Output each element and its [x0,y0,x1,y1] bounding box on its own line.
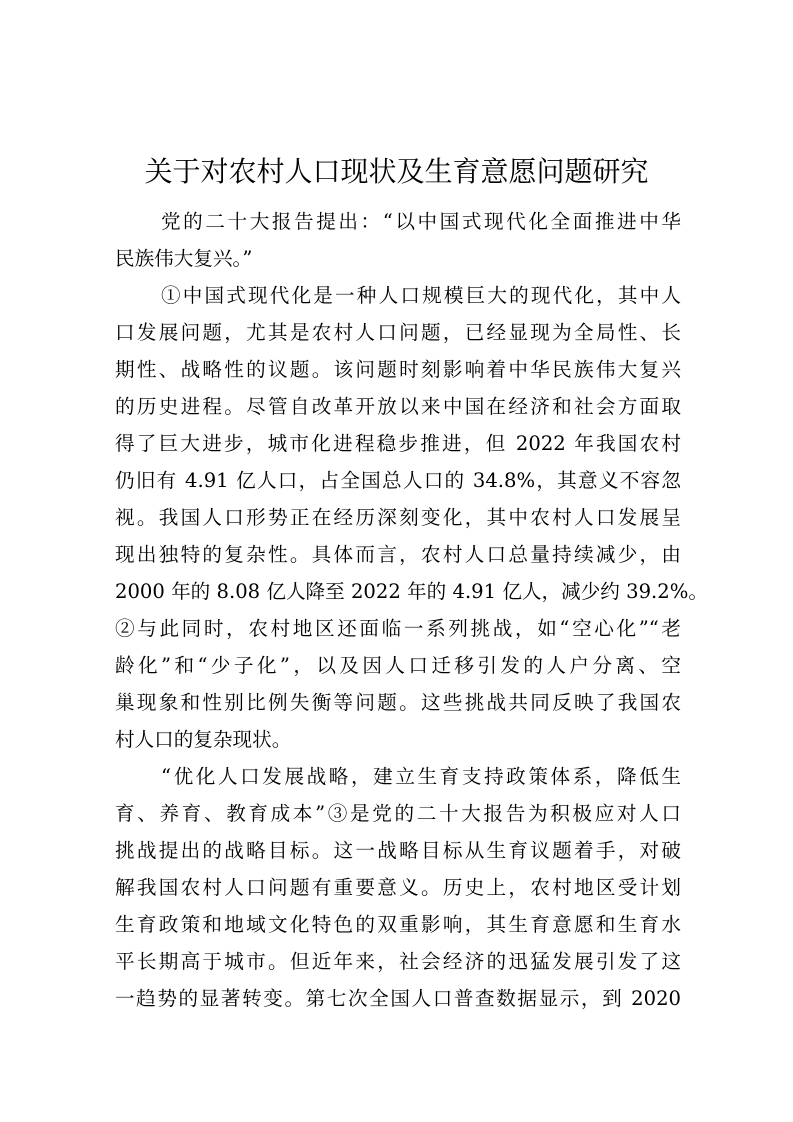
document-body [115,203,708,1017]
text-line: 口发展问题，尤其是农村人口问题，已经显现为全局性、长 [115,321,681,344]
text-line: 现出独特的复杂性。具体而言，农村人口总量持续减少，由 [115,543,681,566]
text-line: 生育政策和地域文化特色的双重影响，其生育意愿和生育水 [115,913,681,936]
text-line: ①中国式现代化是一种人口规模巨大的现代化，其中人 [161,284,681,307]
text-line: 育、养育、教育成本”③是党的二十大报告为积极应对人口 [115,802,681,825]
text-line: 的历史进程。尽管自改革开放以来中国在经济和社会方面取 [115,395,681,418]
text-line: 村人口的复杂现状。 [115,728,292,751]
text-line: “优化人口发展战略，建立生育支持政策体系，降低生 [161,765,681,788]
text-line: 龄化”和“少子化”，以及因人口迁移引发的人户分离、空 [115,654,681,677]
document-title: 关于对农村人口现状及生育意愿问题研究 [144,155,649,188]
text-line: 仍旧有 4.91 亿人口，占全国总人口的 34.8%，其意义不容忽 [115,469,681,492]
text-line: 巢现象和性别比例失衡等问题。这些挑战共同反映了我国农 [115,691,681,714]
text-line: 期性、战略性的议题。该问题时刻影响着中华民族伟大复兴 [115,358,681,381]
text-line: 平长期高于城市。但近年来，社会经济的迅猛发展引发了这 [115,950,681,973]
text-line: 得了巨大进步，城市化进程稳步推进，但 2022 年我国农村 [115,432,681,455]
text-line: 民族伟大复兴。” [115,247,253,270]
text-line: 一趋势的显著转变。第七次全国人口普查数据显示，到 2020 [115,987,681,1010]
text-line: 2000 年的 8.08 亿人降至 2022 年的 4.91 亿人，减少约 39.2%。 [115,580,708,603]
text-line: 视。我国人口形势正在经历深刻变化，其中农村人口发展呈 [115,506,681,529]
text-line: 挑战提出的战略目标。这一战略目标从生育议题着手，对破 [115,839,681,862]
text-line: ②与此同时，农村地区还面临一系列挑战，如“空心化”“老 [115,617,681,640]
text-line: 党的二十大报告提出：“以中国式现代化全面推进中华 [161,210,681,233]
text-line: 解我国农村人口问题有重要意义。历史上，农村地区受计划 [115,876,681,899]
